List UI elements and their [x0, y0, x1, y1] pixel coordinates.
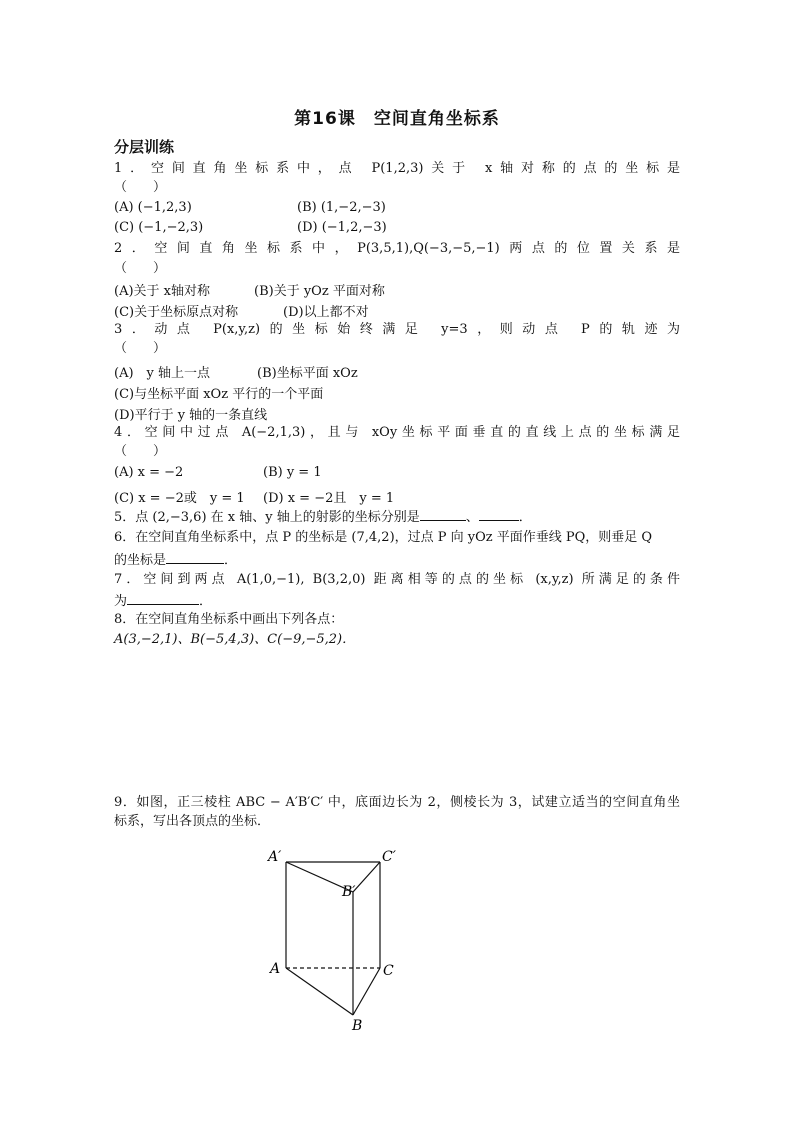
q2-stem: 2．空间直角坐标系中，P(3,5,1),Q(−3,−5,−1)两点的位置关系是: [114, 241, 680, 256]
q1-option-a: (A) (−1,2,3): [114, 200, 192, 215]
q7-blank[interactable]: [127, 592, 199, 605]
q1-paren: （ ）: [114, 180, 167, 195]
q3-option-c: (C)与坐标平面 xOz 平行的一个平面: [114, 387, 324, 402]
q5-blank-y[interactable]: [479, 508, 519, 521]
q4-stem: 4．空间中过点 A(−2,1,3)，且与 xOy坐标平面垂直的直线上点的坐标满足: [114, 425, 680, 440]
section-heading: 分层训练: [114, 138, 175, 156]
q2-option-a: (A)关于 x轴对称: [114, 284, 210, 299]
q7-line1: 7．空间到两点 A(1,0,−1), B(3,2,0) 距离相等的点的坐标 (x,y,z) 所满足的条件: [114, 572, 680, 587]
label-c: C: [383, 963, 394, 979]
q1-stem: 1．空间直角坐标系中，点 P(1,2,3)关于 x轴对称的点的坐标是: [114, 161, 680, 176]
q5-separator: 、: [465, 510, 479, 525]
page-title: 第16课 空间直角坐标系: [294, 109, 500, 129]
q6-blank[interactable]: [166, 551, 224, 564]
q3-paren: （ ）: [114, 341, 167, 356]
q5-blank-x[interactable]: [420, 508, 466, 521]
q4-paren: （ ）: [114, 444, 167, 459]
edge-b-c: [353, 968, 380, 1015]
q2-option-d: (D)以上都不对: [283, 305, 369, 320]
q6-text: 的坐标是: [114, 553, 167, 568]
q3-option-d: (D)平行于 y 轴的一条直线: [114, 408, 268, 423]
q7-end: ．: [199, 594, 213, 609]
q3-option-b: (B)坐标平面 xOz: [257, 366, 358, 381]
label-b: B: [352, 1018, 363, 1034]
label-c1: C′: [382, 849, 396, 865]
label-b1: B′: [342, 884, 356, 900]
q3-option-a: (A) y 轴上一点: [114, 366, 211, 381]
prism-figure: [258, 840, 408, 1035]
q5-end: ．: [518, 510, 532, 525]
q2-option-c: (C)关于坐标原点对称: [114, 305, 239, 320]
q8-line1: 8．在空间直角坐标系中画出下列各点：: [114, 612, 344, 627]
q7-line2: [114, 592, 212, 610]
q5-text: 5．点 (2,−3,6) 在 x 轴、y 轴上的射影的坐标分别是: [114, 510, 420, 525]
q9-line1: 9．如图，正三棱柱 ABC − A′B′C′ 中，底面边长为 2，侧棱长为 3，试建立适当的空间直角坐: [114, 795, 680, 810]
q1-option-c: (C) (−1,−2,3): [114, 220, 204, 235]
q2-paren: （ ）: [114, 261, 167, 276]
q7-text: 为: [114, 594, 128, 609]
q4-option-d: (D) x = −2且 y = 1: [263, 491, 395, 506]
q4-option-a: (A) x = −2: [114, 465, 184, 480]
q2-option-b: (B)关于 yOz 平面对称: [254, 284, 385, 299]
q6-end: ．: [224, 553, 238, 568]
label-a1: A′: [268, 849, 282, 865]
q4-option-b: (B) y = 1: [263, 465, 322, 480]
q9-line2: 标系，写出各顶点的坐标．: [114, 814, 271, 829]
edge-a-b: [286, 968, 353, 1015]
q1-option-d: (D) (−1,2,−3): [297, 220, 387, 235]
q4-option-c: (C) x = −2或 y = 1: [114, 491, 245, 506]
q6-line2: [114, 551, 237, 569]
edge-b1-c1: [353, 862, 380, 892]
q3-stem: 3．动点 P(x,y,z)的坐标始终满足 y=3，则动点 P的轨迹为: [114, 322, 680, 337]
q8-points: A(3,−2,1)、B(−5,4,3)、C(−9,−5,2)．: [114, 632, 356, 647]
q6-line1: 6．在空间直角坐标系中，点 P 的坐标是 (7,4,2)，过点 P 向 yOz 平面作垂线 PQ，则垂足 Q: [114, 530, 653, 545]
label-a: A: [270, 961, 281, 977]
q5-line: [114, 508, 532, 526]
q1-option-b: (B) (1,−2,−3): [297, 200, 386, 215]
